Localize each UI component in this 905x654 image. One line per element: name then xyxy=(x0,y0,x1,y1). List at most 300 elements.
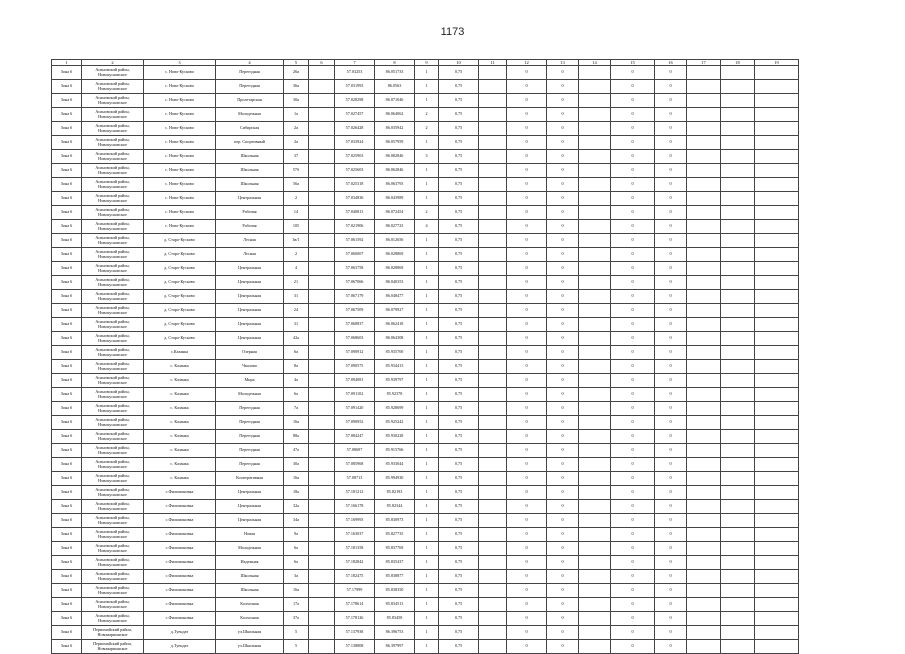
volume-cell: 0,75 xyxy=(439,514,479,528)
area-cell: Асиновский район, Новокусковское xyxy=(82,556,144,570)
latitude-cell: 57.166178 xyxy=(335,500,375,514)
latitude-cell: 57.090952 xyxy=(335,416,375,430)
empty-cell xyxy=(579,332,611,346)
value-cell: 0 xyxy=(655,66,687,80)
empty-cell xyxy=(687,318,721,332)
empty-cell xyxy=(309,66,335,80)
object-type: Зона 6 xyxy=(52,178,82,192)
empty-cell xyxy=(687,80,721,94)
volume-cell: 0,75 xyxy=(439,276,479,290)
empty-cell xyxy=(579,318,611,332)
value-cell: 0 xyxy=(507,612,547,626)
empty-cell xyxy=(579,570,611,584)
empty-cell xyxy=(687,94,721,108)
settlement-cell: с. Казанка xyxy=(144,444,216,458)
empty-cell xyxy=(479,108,507,122)
empty-cell xyxy=(687,66,721,80)
volume-cell: 0,75 xyxy=(439,332,479,346)
value-cell: 0 xyxy=(547,556,579,570)
area-cell: Асиновский район, Новокусковское xyxy=(82,332,144,346)
empty-cell xyxy=(755,542,799,556)
empty-cell xyxy=(755,500,799,514)
empty-cell xyxy=(721,136,755,150)
street-cell: Переездная xyxy=(216,416,284,430)
value-cell: 0 xyxy=(547,584,579,598)
table-row xyxy=(52,122,799,136)
empty-cell xyxy=(479,80,507,94)
empty-cell xyxy=(755,332,799,346)
area-cell: Первомайский район, Новомариинское xyxy=(82,626,144,640)
value-cell: 0 xyxy=(611,444,655,458)
empty-cell xyxy=(579,472,611,486)
area-cell: Асиновский район, Новокусковское xyxy=(82,304,144,318)
empty-cell xyxy=(755,584,799,598)
column-number: 17 xyxy=(687,60,721,66)
street-cell: Переездная xyxy=(216,444,284,458)
settlement-cell: с. Казанка xyxy=(144,402,216,416)
empty-cell xyxy=(721,80,755,94)
value-cell: 0 xyxy=(507,388,547,402)
object-type: Зона 6 xyxy=(52,80,82,94)
value-cell: 0 xyxy=(655,248,687,262)
value-cell: 0 xyxy=(507,192,547,206)
column-number: 9 xyxy=(415,60,439,66)
empty-cell xyxy=(309,136,335,150)
value-cell: 0 xyxy=(655,598,687,612)
empty-cell xyxy=(755,150,799,164)
empty-cell xyxy=(309,234,335,248)
empty-cell xyxy=(755,94,799,108)
longitude-cell: 85.925242 xyxy=(375,416,415,430)
value-cell: 0 xyxy=(507,514,547,528)
area-cell: Асиновский район, Новокусковское xyxy=(82,80,144,94)
settlement-cell: с. Ново-Кусково xyxy=(144,94,216,108)
settlement-cell: с. Ново-Кусково xyxy=(144,122,216,136)
empty-cell xyxy=(479,458,507,472)
volume-cell: 0,75 xyxy=(439,262,479,276)
count-cell: 1 xyxy=(415,318,439,332)
value-cell: 0 xyxy=(507,416,547,430)
value-cell: 0 xyxy=(507,458,547,472)
house-cell: 3в/1 xyxy=(284,234,309,248)
area-cell: Асиновский район, Новокусковское xyxy=(82,192,144,206)
column-number: 7 xyxy=(335,60,375,66)
empty-cell xyxy=(721,444,755,458)
table-row xyxy=(52,472,799,486)
house-cell: 16а xyxy=(284,584,309,598)
settlement-cell: с. Ново-Кусково xyxy=(144,136,216,150)
empty-cell xyxy=(479,528,507,542)
empty-cell xyxy=(687,164,721,178)
value-cell: 0 xyxy=(655,486,687,500)
empty-cell xyxy=(309,192,335,206)
empty-cell xyxy=(579,122,611,136)
house-cell: 14 xyxy=(284,206,309,220)
value-cell: 0 xyxy=(611,374,655,388)
house-cell: 6а xyxy=(284,556,309,570)
street-cell: Надежная xyxy=(216,556,284,570)
table-row xyxy=(52,402,799,416)
value-cell: 0 xyxy=(655,304,687,318)
street-cell: Центральная xyxy=(216,332,284,346)
empty-cell xyxy=(721,234,755,248)
empty-cell xyxy=(721,542,755,556)
settlement-cell: с. Ново-Кусково xyxy=(144,206,216,220)
empty-cell xyxy=(479,416,507,430)
object-type: Зона 6 xyxy=(52,332,82,346)
house-cell: 21 xyxy=(284,276,309,290)
empty-cell xyxy=(755,262,799,276)
street-cell: Центральная xyxy=(216,192,284,206)
empty-cell xyxy=(479,178,507,192)
value-cell: 0 xyxy=(611,122,655,136)
value-cell: 0 xyxy=(507,528,547,542)
value-cell: 0 xyxy=(655,542,687,556)
count-cell: 1 xyxy=(415,332,439,346)
object-type: Зона 6 xyxy=(52,304,82,318)
empty-cell xyxy=(309,556,335,570)
empty-cell xyxy=(309,486,335,500)
latitude-cell: 57.060007 xyxy=(335,248,375,262)
longitude-cell: 85.827735 xyxy=(375,528,415,542)
longitude-cell: 86.012656 xyxy=(375,234,415,248)
street-cell: Центральная xyxy=(216,500,284,514)
empty-cell xyxy=(579,402,611,416)
street-cell: Школьная xyxy=(216,164,284,178)
empty-cell xyxy=(687,458,721,472)
volume-cell: 0,75 xyxy=(439,472,479,486)
count-cell: 1 xyxy=(415,640,439,654)
object-type: Зона 6 xyxy=(52,192,82,206)
empty-cell xyxy=(721,346,755,360)
value-cell: 0 xyxy=(611,388,655,402)
settlement-cell: д. Старо-Кусково xyxy=(144,262,216,276)
area-cell: Асиновский район, Новокусковское xyxy=(82,402,144,416)
empty-cell xyxy=(309,304,335,318)
empty-cell xyxy=(687,136,721,150)
longitude-cell: 85.930228 xyxy=(375,430,415,444)
value-cell: 0 xyxy=(547,234,579,248)
page-number: 1173 xyxy=(440,26,465,38)
latitude-cell: 57.067066 xyxy=(335,276,375,290)
value-cell: 0 xyxy=(611,318,655,332)
empty-cell xyxy=(579,178,611,192)
empty-cell xyxy=(721,94,755,108)
empty-cell xyxy=(479,66,507,80)
table-row xyxy=(52,416,799,430)
object-type: Зона 6 xyxy=(52,94,82,108)
empty-cell xyxy=(479,234,507,248)
value-cell: 0 xyxy=(507,136,547,150)
settlement-cell: с. Казанка xyxy=(144,416,216,430)
value-cell: 0 xyxy=(611,584,655,598)
empty-cell xyxy=(479,612,507,626)
area-cell: Асиновский район, Новокусковское xyxy=(82,234,144,248)
volume-cell: 0,75 xyxy=(439,444,479,458)
empty-cell xyxy=(755,108,799,122)
street-cell: Молодежная xyxy=(216,388,284,402)
value-cell: 0 xyxy=(611,262,655,276)
empty-cell xyxy=(479,346,507,360)
value-cell: 0 xyxy=(611,192,655,206)
empty-cell xyxy=(479,570,507,584)
longitude-cell: 86.062418 xyxy=(375,318,415,332)
empty-cell xyxy=(479,514,507,528)
empty-cell xyxy=(309,612,335,626)
object-type: Зона 6 xyxy=(52,626,82,640)
empty-cell xyxy=(579,164,611,178)
value-cell: 0 xyxy=(655,360,687,374)
volume-cell: 0,75 xyxy=(439,584,479,598)
latitude-cell: 57.08713 xyxy=(335,472,375,486)
empty-cell xyxy=(579,206,611,220)
house-cell: 7а xyxy=(284,402,309,416)
value-cell: 0 xyxy=(655,234,687,248)
empty-cell xyxy=(721,598,755,612)
street-cell: Лесная xyxy=(216,234,284,248)
object-type: Зона 6 xyxy=(52,318,82,332)
object-type: Зона 6 xyxy=(52,360,82,374)
empty-cell xyxy=(579,584,611,598)
volume-cell: 0,75 xyxy=(439,206,479,220)
empty-cell xyxy=(687,500,721,514)
empty-cell xyxy=(479,206,507,220)
empty-cell xyxy=(721,164,755,178)
count-cell: 1 xyxy=(415,486,439,500)
count-cell: 3 xyxy=(415,150,439,164)
empty-cell xyxy=(687,150,721,164)
value-cell: 0 xyxy=(611,626,655,640)
street-cell: Новая xyxy=(216,528,284,542)
value-cell: 0 xyxy=(507,402,547,416)
value-cell: 0 xyxy=(655,346,687,360)
column-number: 4 xyxy=(216,60,284,66)
value-cell: 0 xyxy=(547,80,579,94)
column-number: 12 xyxy=(507,60,547,66)
count-cell: 1 xyxy=(415,304,439,318)
longitude-cell: 85.837769 xyxy=(375,542,415,556)
object-type: Зона 6 xyxy=(52,388,82,402)
longitude-cell: 85.933044 xyxy=(375,458,415,472)
empty-cell xyxy=(309,458,335,472)
table-row xyxy=(52,458,799,472)
column-number: 11 xyxy=(479,60,507,66)
street-cell: Переездная xyxy=(216,66,284,80)
table-row xyxy=(52,570,799,584)
house-cell: 5 xyxy=(284,626,309,640)
empty-cell xyxy=(687,444,721,458)
longitude-cell: 86.040353 xyxy=(375,276,415,290)
empty-cell xyxy=(479,94,507,108)
empty-cell xyxy=(755,122,799,136)
value-cell: 0 xyxy=(655,276,687,290)
empty-cell xyxy=(579,290,611,304)
value-cell: 0 xyxy=(547,402,579,416)
count-cell: 1 xyxy=(415,458,439,472)
empty-cell xyxy=(687,332,721,346)
settlement-cell: с. Ново-Кусково xyxy=(144,220,216,234)
empty-cell xyxy=(579,514,611,528)
empty-cell xyxy=(579,234,611,248)
empty-cell xyxy=(687,640,721,654)
area-cell: Асиновский район, Новокусковское xyxy=(82,122,144,136)
longitude-cell: 86.071046 xyxy=(375,94,415,108)
empty-cell xyxy=(755,458,799,472)
empty-cell xyxy=(479,332,507,346)
settlement-cell: с.Филимоновка xyxy=(144,584,216,598)
longitude-cell: 85.834513 xyxy=(375,598,415,612)
longitude-cell: 85.838877 xyxy=(375,570,415,584)
value-cell: 0 xyxy=(547,388,579,402)
latitude-cell: 57.025903 xyxy=(335,150,375,164)
empty-cell xyxy=(755,206,799,220)
volume-cell: 0,75 xyxy=(439,136,479,150)
street-cell: Лесная xyxy=(216,248,284,262)
empty-cell xyxy=(721,66,755,80)
table-row xyxy=(52,640,799,654)
table-row xyxy=(52,248,799,262)
settlement-cell: с. Ново-Кусково xyxy=(144,178,216,192)
value-cell: 0 xyxy=(507,220,547,234)
count-cell: 1 xyxy=(415,192,439,206)
empty-cell xyxy=(687,248,721,262)
area-cell: Асиновский район, Новокусковское xyxy=(82,612,144,626)
value-cell: 0 xyxy=(507,430,547,444)
empty-cell xyxy=(309,290,335,304)
empty-cell xyxy=(721,626,755,640)
value-cell: 0 xyxy=(507,276,547,290)
latitude-cell: 57.090912 xyxy=(335,346,375,360)
value-cell: 0 xyxy=(611,402,655,416)
empty-cell xyxy=(309,178,335,192)
value-cell: 0 xyxy=(507,626,547,640)
longitude-cell: 86.057959 xyxy=(375,136,415,150)
empty-cell xyxy=(479,122,507,136)
object-type: Зона 6 xyxy=(52,346,82,360)
empty-cell xyxy=(579,598,611,612)
empty-cell xyxy=(755,234,799,248)
latitude-cell: 57.091102 xyxy=(335,388,375,402)
latitude-cell: 57.163037 xyxy=(335,528,375,542)
empty-cell xyxy=(721,150,755,164)
latitude-cell: 57.061592 xyxy=(335,234,375,248)
value-cell: 0 xyxy=(547,66,579,80)
table-row xyxy=(52,528,799,542)
count-cell: 2 xyxy=(415,108,439,122)
empty-cell xyxy=(479,318,507,332)
house-cell: 32а xyxy=(284,500,309,514)
house-cell: 30а xyxy=(284,94,309,108)
house-cell: 24 xyxy=(284,304,309,318)
value-cell: 0 xyxy=(655,192,687,206)
longitude-cell: 85.915766 xyxy=(375,444,415,458)
empty-cell xyxy=(755,248,799,262)
table-row xyxy=(52,360,799,374)
object-type: Зона 6 xyxy=(52,500,82,514)
value-cell: 0 xyxy=(655,94,687,108)
empty-cell xyxy=(687,234,721,248)
area-cell: Асиновский район, Новокусковское xyxy=(82,290,144,304)
object-type: Зона 6 xyxy=(52,472,82,486)
latitude-cell: 57.090575 xyxy=(335,360,375,374)
table-row xyxy=(52,598,799,612)
settlement-cell: с.Филимоновка xyxy=(144,598,216,612)
volume-cell: 0,75 xyxy=(439,458,479,472)
house-cell: 88а xyxy=(284,430,309,444)
column-number: 10 xyxy=(439,60,479,66)
longitude-cell: 85.994930 xyxy=(375,472,415,486)
value-cell: 0 xyxy=(611,612,655,626)
empty-cell xyxy=(687,514,721,528)
empty-cell xyxy=(721,318,755,332)
empty-cell xyxy=(479,472,507,486)
volume-cell: 0,75 xyxy=(439,556,479,570)
table-row xyxy=(52,556,799,570)
area-cell: Асиновский район, Новокусковское xyxy=(82,374,144,388)
empty-cell xyxy=(755,444,799,458)
area-cell: Асиновский район, Новокусковское xyxy=(82,164,144,178)
column-number: 3 xyxy=(144,60,216,66)
empty-cell xyxy=(721,220,755,234)
empty-cell xyxy=(687,556,721,570)
area-cell: Асиновский район, Новокусковское xyxy=(82,486,144,500)
count-cell: 1 xyxy=(415,276,439,290)
empty-cell xyxy=(721,402,755,416)
empty-cell xyxy=(309,108,335,122)
count-cell: 1 xyxy=(415,262,439,276)
longitude-cell: 85.92378 xyxy=(375,388,415,402)
longitude-cell: 86.072454 xyxy=(375,206,415,220)
settlement-cell: с. Казанка xyxy=(144,430,216,444)
value-cell: 0 xyxy=(547,262,579,276)
value-cell: 0 xyxy=(547,612,579,626)
area-cell: Асиновский район, Новокусковское xyxy=(82,220,144,234)
settlement-cell: с. Казанка xyxy=(144,458,216,472)
table-row xyxy=(52,332,799,346)
value-cell: 0 xyxy=(655,262,687,276)
value-cell: 0 xyxy=(655,150,687,164)
volume-cell: 0,75 xyxy=(439,416,479,430)
settlement-cell: с. Казанка xyxy=(144,374,216,388)
empty-cell xyxy=(755,388,799,402)
empty-cell xyxy=(309,570,335,584)
house-cell: 2а xyxy=(284,122,309,136)
value-cell: 0 xyxy=(507,360,547,374)
value-cell: 0 xyxy=(507,472,547,486)
table-body xyxy=(52,66,799,654)
empty-cell xyxy=(579,94,611,108)
object-type: Зона 6 xyxy=(52,416,82,430)
value-cell: 0 xyxy=(547,458,579,472)
value-cell: 0 xyxy=(655,570,687,584)
value-cell: 0 xyxy=(507,332,547,346)
empty-cell xyxy=(309,332,335,346)
empty-cell xyxy=(721,430,755,444)
area-cell: Асиновский район, Новокусковское xyxy=(82,598,144,612)
object-type: Зона 6 xyxy=(52,276,82,290)
street-cell: ул.Школьная xyxy=(216,640,284,654)
area-cell: Асиновский район, Новокусковское xyxy=(82,514,144,528)
object-type: Зона 6 xyxy=(52,108,82,122)
house-cell: 4 xyxy=(284,262,309,276)
longitude-cell: 85.82193 xyxy=(375,486,415,500)
house-cell: 37а xyxy=(284,612,309,626)
latitude-cell: 57.169993 xyxy=(335,514,375,528)
house-cell: 42а xyxy=(284,332,309,346)
table-row xyxy=(52,164,799,178)
street-cell: Рабочая xyxy=(216,206,284,220)
volume-cell: 0,75 xyxy=(439,304,479,318)
